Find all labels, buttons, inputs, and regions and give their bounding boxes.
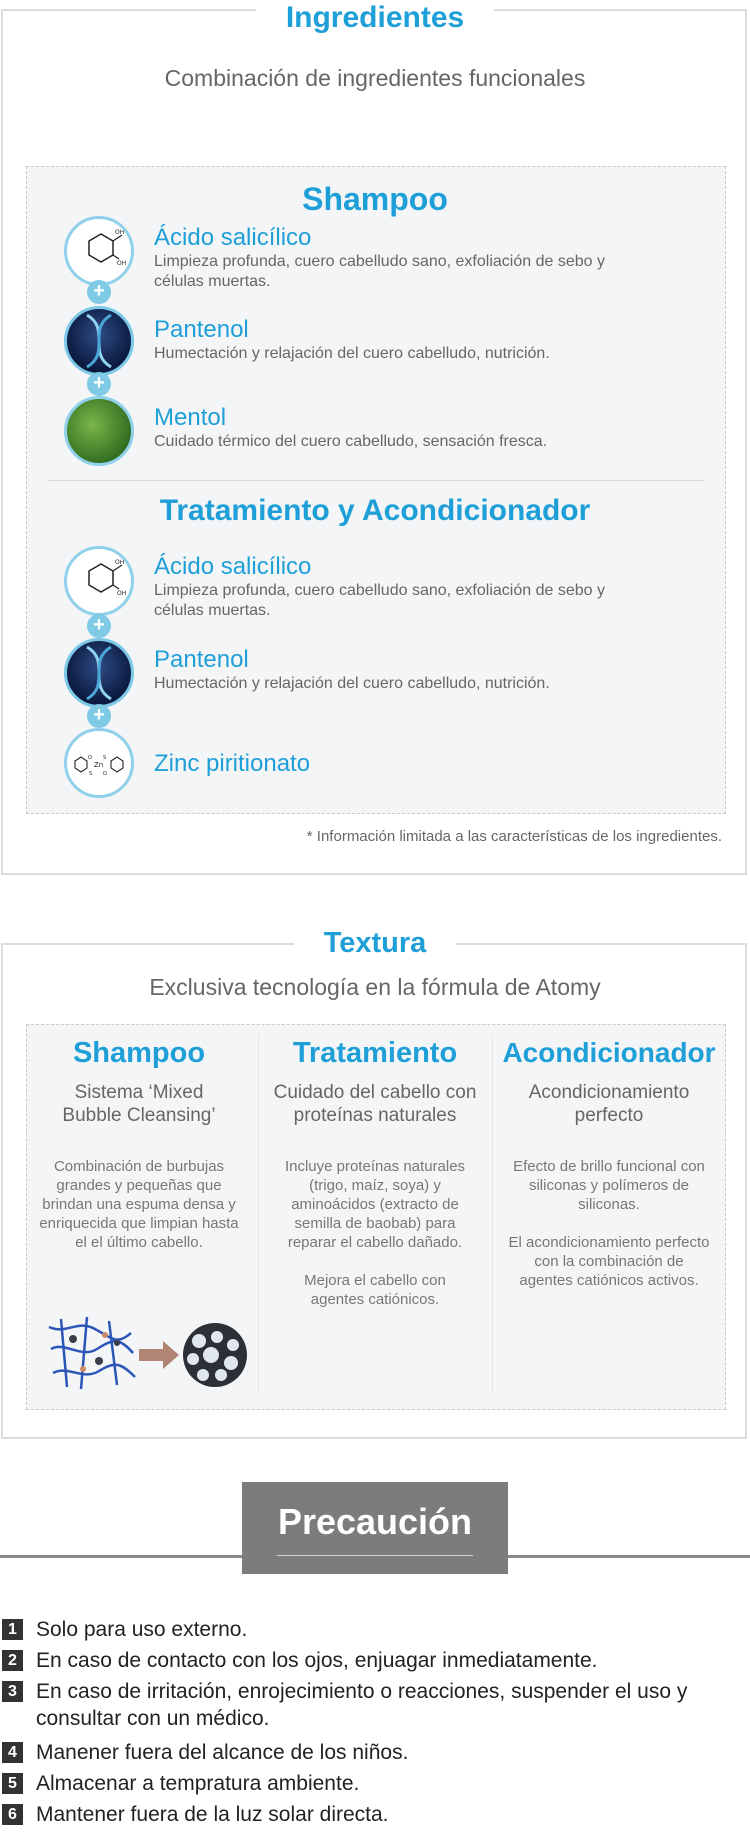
- column-desc: Incluye proteínas naturales (trigo, maíz, soya) y aminoácidos (extracto de semilla de baobab) para reparar el cabello dañado.: [284, 1158, 466, 1251]
- precaution-text: En caso de irritación, enrojecimiento o reacciones, suspender el uso y consultar con un médico.: [36, 1680, 688, 1730]
- column-desc-2: Mejora el cabello con agentes catiónicos.: [304, 1272, 446, 1308]
- salicylic-structure-icon: [64, 216, 134, 286]
- ingredient-desc: Cuidado térmico del cuero cabelludo, sensación fresca.: [154, 433, 548, 450]
- column-subtitle: Cuidado del cabello con proteínas naturales: [273, 1082, 477, 1126]
- svg-text:S: S: [89, 771, 93, 777]
- precaution-underline: [277, 1555, 473, 1556]
- svg-text:OH: OH: [117, 590, 127, 597]
- column-desc-2: El acondicionamiento perfecto con la combinación de agentes catiónicos activos.: [508, 1234, 710, 1289]
- footnote: * Información limitada a las características de los ingredientes.: [306, 828, 722, 845]
- ingredients-subtitle: Combinación de ingredientes funcionales: [164, 65, 586, 91]
- texture-column-treatment: [260, 1035, 490, 1309]
- number-badge: 5: [2, 1773, 23, 1794]
- precaution-text: Almacenar a tempratura ambiente.: [36, 1772, 360, 1795]
- ingredient-desc: Limpieza profunda, cuero cabelludo sano, exfoliación de sebo y células muertas.: [154, 582, 605, 619]
- ingredient-name: Zinc piritionato: [154, 750, 311, 777]
- precaution-text: Manener fuera del alcance de los niños.: [36, 1741, 409, 1764]
- number-badge: 4: [2, 1742, 23, 1763]
- precaution-title: Precaución: [277, 1501, 473, 1542]
- column-divider: [258, 1034, 259, 1392]
- precaution-text: Solo para uso externo.: [36, 1618, 248, 1641]
- mint-leaf-icon: [64, 396, 134, 466]
- svg-text:O: O: [88, 755, 92, 761]
- svg-text:OH: OH: [117, 260, 127, 267]
- column-title: Acondicionador: [502, 1037, 716, 1068]
- dna-icon: [64, 306, 134, 376]
- texture-column-shampoo: [24, 1035, 254, 1252]
- ingredient-name: Ácido salicílico: [154, 553, 312, 580]
- number-badge: 6: [2, 1804, 23, 1825]
- texture-subtitle: Exclusiva tecnología en la fórmula de Atomy: [149, 974, 601, 1000]
- bubble-illustration: [47, 1315, 247, 1390]
- svg-text:Zn: Zn: [94, 761, 104, 769]
- salicylic-structure-icon: [64, 546, 134, 616]
- column-desc: Efecto de brillo funcional con siliconas y polímeros de siliconas.: [513, 1158, 705, 1213]
- ingredient-desc: Limpieza profunda, cuero cabelludo sano, exfoliación de sebo y células muertas.: [154, 253, 605, 290]
- divider: [48, 480, 704, 481]
- texture-column-conditioner: [494, 1035, 724, 1290]
- precaution-text: Mantener fuera de la luz solar directa.: [36, 1803, 389, 1826]
- column-title: Shampoo: [72, 1037, 206, 1069]
- ingredient-name: Pantenol: [154, 316, 249, 343]
- column-divider: [492, 1034, 493, 1392]
- ingredients-title: Ingredientes: [0, 0, 750, 36]
- ingredient-name: Mentol: [154, 404, 227, 431]
- plus-icon: +: [87, 614, 111, 638]
- treatment-heading: Tratamiento y Acondicionador: [159, 494, 591, 527]
- plus-icon: +: [87, 704, 111, 728]
- column-title: Tratamiento: [292, 1037, 458, 1069]
- number-badge: 1: [2, 1619, 23, 1640]
- ingredient-desc: Humectación y relajación del cuero cabelludo, nutrición.: [154, 675, 550, 692]
- column-subtitle: Sistema ‘Mixed Bubble Cleansing’: [62, 1082, 216, 1126]
- svg-text:OH: OH: [115, 559, 125, 566]
- shampoo-heading: Shampoo: [302, 181, 448, 217]
- number-badge: 2: [2, 1650, 23, 1671]
- svg-text:OH: OH: [115, 229, 125, 236]
- svg-text:S: S: [103, 755, 107, 761]
- column-desc: Combinación de burbujas grandes y pequeñas que brindan una espuma densa y enriquecida que limpian hasta el el último cabello.: [39, 1158, 239, 1251]
- ingredient-name: Pantenol: [154, 646, 249, 673]
- precaution-banner: [242, 1482, 508, 1574]
- ingredient-desc: Humectación y relajación del cuero cabelludo, nutrición.: [154, 345, 550, 362]
- svg-text:O: O: [103, 771, 107, 777]
- dna-icon: [64, 638, 134, 708]
- column-subtitle: Acondicionamiento perfecto: [528, 1082, 690, 1126]
- texture-title: Textura: [0, 925, 750, 961]
- precaution-text: En caso de contacto con los ojos, enjuagar inmediatamente.: [36, 1649, 598, 1672]
- zinc-structure-icon: [64, 728, 134, 798]
- plus-icon: +: [87, 372, 111, 396]
- plus-icon: +: [87, 280, 111, 304]
- ingredient-name: Ácido salicílico: [154, 224, 312, 251]
- number-badge: 3: [2, 1681, 23, 1702]
